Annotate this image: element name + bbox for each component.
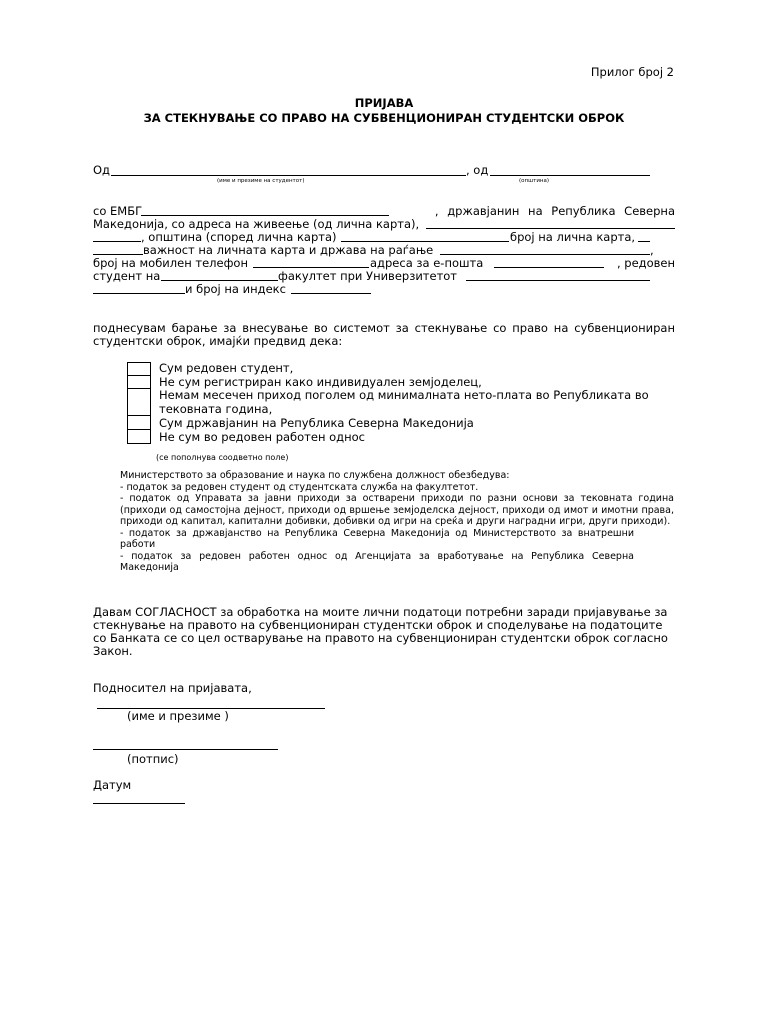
from-label: Од <box>93 163 111 177</box>
checklist-item: Не сум регистриран како индивидуален земјоделец, <box>159 375 482 389</box>
date-field[interactable] <box>93 803 185 804</box>
embg-label: со ЕМБГ <box>93 204 143 218</box>
index-field[interactable] <box>291 293 371 294</box>
regular-text: , редовен <box>616 256 675 270</box>
id-cont-field[interactable] <box>93 254 143 255</box>
address-field[interactable] <box>426 228 675 229</box>
university-cont-field[interactable] <box>93 293 185 294</box>
name-field[interactable] <box>111 175 466 176</box>
attachment-number: Прилог број 2 <box>590 65 674 79</box>
id-number-label: број на лична карта, <box>510 230 636 244</box>
municipality-id-field[interactable] <box>341 241 509 242</box>
request-paragraph: поднесувам барање за внесување во системот за стекнување со право на субвенциониран студентски оброк, имајќи предвид дека: <box>93 321 675 348</box>
ministry-list <box>120 470 674 574</box>
index-label: и број на индекс <box>185 282 286 296</box>
university-field[interactable] <box>466 280 650 281</box>
ministry-item: - податок за државјанство на Република Северна Македонија од Министерството за внатрешни работи <box>120 527 634 550</box>
checkbox-regular-student[interactable] <box>127 362 151 376</box>
name-hint: (име и презиме на студентот) <box>217 178 305 184</box>
validity-field[interactable] <box>440 254 650 255</box>
consent-paragraph: Давам СОГЛАСНОСТ за обработка на моите лични податоци потребни заради пријавување за стекнување на правото на субвенциониран студентски оброк и споделување на податоците со Банката се со цел остварување на правото на субвенциониран студентски оброк согласно Закон. <box>93 605 668 658</box>
email-label: адреса за е-пошта <box>370 256 484 270</box>
student-of-label: студент на <box>93 269 161 283</box>
signature-field[interactable] <box>93 749 278 750</box>
mobile-field[interactable] <box>253 267 369 268</box>
fill-hint: (се пополнува соодветно поле) <box>156 453 289 462</box>
mobile-label: број на мобилен телефон <box>93 256 248 270</box>
ministry-item: - податок за редовен студент од студентската служба на факултетот. <box>120 481 479 493</box>
document-title: ПРИЈАВА <box>354 96 414 110</box>
checklist-item: Сум државјанин на Република Северна Македонија <box>159 416 474 430</box>
faculty-label: факултет при Универзитетот <box>278 269 458 283</box>
applicant-label: Подносител на пријавата, <box>93 681 252 695</box>
ministry-intro: Министерството за образование и наука по службена должност обезбедува: <box>120 470 510 481</box>
signature-hint-label: (потпис) <box>127 752 179 766</box>
from-of-label: , од <box>466 163 489 177</box>
ministry-item: - податок за редовен работен однос од Агенцијата за вработување на Република Северна Македонија <box>120 550 634 573</box>
document-subtitle: ЗА СТЕКНУВАЊЕ СО ПРАВО НА СУБВЕНЦИОНИРАН СТУДЕНТСКИ ОБРОК <box>143 111 625 125</box>
municipality-hint: (општина) <box>519 178 550 184</box>
checklist-item: Немам месечен приход поголем од минималната нето-плата во Републиката во тековната година, <box>159 388 649 416</box>
checkbox-no-income[interactable] <box>127 388 151 416</box>
ministry-item: - податок од Управата за јавни приходи за остварени приходи по разни основи за тековната година (приходи од самостојна дејност, приходи од вршење земјоделска дејност, приходи од имот и имотни права, приходи од капитал, капитални добивки, добивки од игри на среќа и други наградни игри, други приходи). <box>120 493 674 527</box>
municipality-field[interactable] <box>490 175 650 176</box>
student-of-field[interactable] <box>161 280 278 281</box>
municipality-id-label: , општина (според лична карта) <box>141 230 337 244</box>
address-label: Македонија, со адреса на живеење (од лична карта), <box>93 217 420 231</box>
checkbox-not-employed[interactable] <box>127 429 151 444</box>
checklist-item: Сум редовен студент, <box>159 361 294 375</box>
checkbox-citizen[interactable] <box>127 415 151 430</box>
date-label: Датум <box>93 778 132 792</box>
citizen-text: , државјанин на Република Северна <box>434 204 675 218</box>
address-cont-field[interactable] <box>93 241 141 242</box>
email-field[interactable] <box>494 267 604 268</box>
validity-comma: , <box>650 243 654 257</box>
id-number-field[interactable] <box>638 241 650 242</box>
checkbox-not-farmer[interactable] <box>127 375 151 389</box>
validity-label: важност на личната карта и држава на раѓање <box>143 243 434 257</box>
checklist-item: Не сум во редовен работен однос <box>159 430 365 444</box>
name-hint-label: (име и презиме ) <box>127 709 229 723</box>
embg-field[interactable] <box>141 215 389 216</box>
